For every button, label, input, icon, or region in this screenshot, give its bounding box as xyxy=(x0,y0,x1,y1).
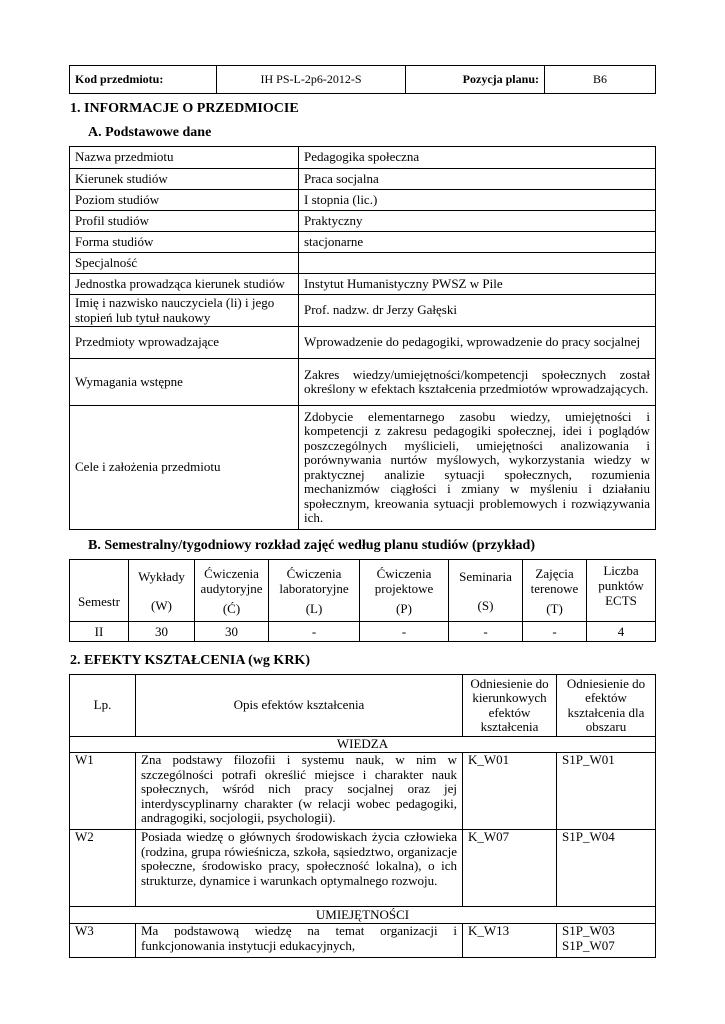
section-b-title: B. Semestralny/tygodniowy rozkład zajęć według planu studiów (przykład) xyxy=(88,538,535,553)
semester-table xyxy=(69,559,656,642)
semester-header: Wykłady (W) xyxy=(129,560,195,622)
group-skills: UMIEJĘTNOŚCI xyxy=(70,907,656,924)
semester-cell: 30 xyxy=(195,622,269,642)
outcome-desc: Zna podstawy filozofii i systemu nauk, w nim w szczególności potrafi określić miejsce i charakter nauk społecznych, wśród nich pracy socjalnej oraz jej interdyscyplinarny charakter (w relacji wobec pedagogiki, andragogiki, socjologii, psychologii). xyxy=(136,753,463,830)
semester-header: Semestr xyxy=(70,560,129,622)
semester-cell: 4 xyxy=(587,622,656,642)
semester-header: Ćwiczenia audytoryjne (Ć) xyxy=(195,560,269,622)
basic-value: Prof. nadzw. dr Jerzy Gałęski xyxy=(299,295,656,327)
basic-label: Jednostka prowadząca kierunek studiów xyxy=(70,274,299,295)
outcome-ref-dir: K_W01 xyxy=(463,753,557,830)
basic-value: stacjonarne xyxy=(299,232,656,253)
semester-cell: - xyxy=(360,622,449,642)
outcome-ref-area xyxy=(557,924,656,958)
course-code-label: Kod przedmiotu: xyxy=(70,66,217,94)
plan-position-value: B6 xyxy=(545,66,656,94)
basic-value: Zakres wiedzy/umiejętności/kompetencji społecznych został określony w efektach kształcenia przedmiotów wprowadzających. xyxy=(299,359,656,406)
outcome-ref-area-2: S1P_W07 xyxy=(562,937,615,953)
outcome-lp: W1 xyxy=(70,753,136,830)
outcomes-header-desc: Opis efektów kształcenia xyxy=(136,675,463,737)
basic-label: Imię i nazwisko nauczyciela (li) i jego stopień lub tytuł naukowy xyxy=(70,295,299,327)
basic-value: Praca socjalna xyxy=(299,169,656,190)
basic-label: Przedmioty wprowadzające xyxy=(70,327,299,359)
course-header-table xyxy=(69,65,656,94)
basic-value: Wprowadzenie do pedagogiki, wprowadzenie do pracy socjalnej xyxy=(299,327,656,359)
basic-label: Specjalność xyxy=(70,253,299,274)
basic-label: Cele i założenia przedmiotu xyxy=(70,406,299,530)
outcome-lp: W2 xyxy=(70,830,136,907)
semester-cell: - xyxy=(449,622,523,642)
basic-label: Kierunek studiów xyxy=(70,169,299,190)
basic-value: Pedagogika społeczna xyxy=(299,147,656,169)
outcome-ref-area: S1P_W04 xyxy=(557,830,656,907)
basic-value: Instytut Humanistyczny PWSZ w Pile xyxy=(299,274,656,295)
outcome-ref-dir: K_W13 xyxy=(463,924,557,958)
semester-header: Ćwiczenia laboratoryjne (L) xyxy=(269,560,360,622)
basic-label: Forma studiów xyxy=(70,232,299,253)
basic-data-table xyxy=(69,146,656,530)
outcome-lp: W3 xyxy=(70,924,136,958)
semester-header: Zajęcia terenowe (T) xyxy=(523,560,587,622)
semester-cell: - xyxy=(269,622,360,642)
outcome-desc: Ma podstawową wiedzę na temat organizacji i funkcjonowania instytucji edukacyjnych, xyxy=(136,924,463,958)
semester-cell: - xyxy=(523,622,587,642)
semester-cell: 30 xyxy=(129,622,195,642)
semester-cell: II xyxy=(70,622,129,642)
learning-outcomes-table xyxy=(69,674,656,958)
outcomes-header-ref-area: Odniesienie do efektów kształcenia dla obszaru xyxy=(557,675,656,737)
outcomes-header-lp: Lp. xyxy=(70,675,136,737)
section-1-title: 1. INFORMACJE O PRZEDMIOCIE xyxy=(70,101,299,116)
basic-label: Poziom studiów xyxy=(70,190,299,211)
basic-label: Wymagania wstępne xyxy=(70,359,299,406)
basic-label: Nazwa przedmiotu xyxy=(70,147,299,169)
course-code-value: IH PS-L-2p6-2012-S xyxy=(217,66,406,94)
outcome-desc: Posiada wiedzę o głównych środowiskach życia człowieka (rodzina, grupa rówieśnicza, szkoła, sąsiedztwo, organizacje społeczne, środowisko pracy, społeczność lokalna), o ich strukturze, dynamice i warunkach optymalnego rozwoju. xyxy=(136,830,463,907)
outcome-ref-area: S1P_W01 xyxy=(557,753,656,830)
outcomes-header-ref-dir: Odniesienie do kierunkowych efektów kształcenia xyxy=(463,675,557,737)
basic-value: I stopnia (lic.) xyxy=(299,190,656,211)
semester-header: Seminaria (S) xyxy=(449,560,523,622)
outcome-ref-dir: K_W07 xyxy=(463,830,557,907)
semester-header: Liczba punktów ECTS xyxy=(587,560,656,622)
basic-label: Profil studiów xyxy=(70,211,299,232)
semester-header: Ćwiczenia projektowe (P) xyxy=(360,560,449,622)
basic-value xyxy=(299,253,656,274)
section-2-title: 2. EFEKTY KSZTAŁCENIA (wg KRK) xyxy=(70,653,310,668)
plan-position-label: Pozycja planu: xyxy=(406,66,545,94)
section-a-title: A. Podstawowe dane xyxy=(88,125,212,140)
group-knowledge: WIEDZA xyxy=(70,737,656,753)
outcome-ref-area-1: S1P_W03 xyxy=(562,923,615,938)
basic-value: Zdobycie elementarnego zasobu wiedzy, umiejętności i kompetencji z zakresu pedagogiki społecznej, idei i poglądów poszczególnych myślicieli, umiejętności analizowania i porównywania nurtów myślowych, wykorzystania wiedzy w praktycznej analizie sytuacji społecznych, rozumienia mechanizmów ciągłości i zmiany w myśleniu i działaniu społecznym, kreowania sytuacji problemowych i rozwiązywania ich. xyxy=(299,406,656,530)
basic-value: Praktyczny xyxy=(299,211,656,232)
